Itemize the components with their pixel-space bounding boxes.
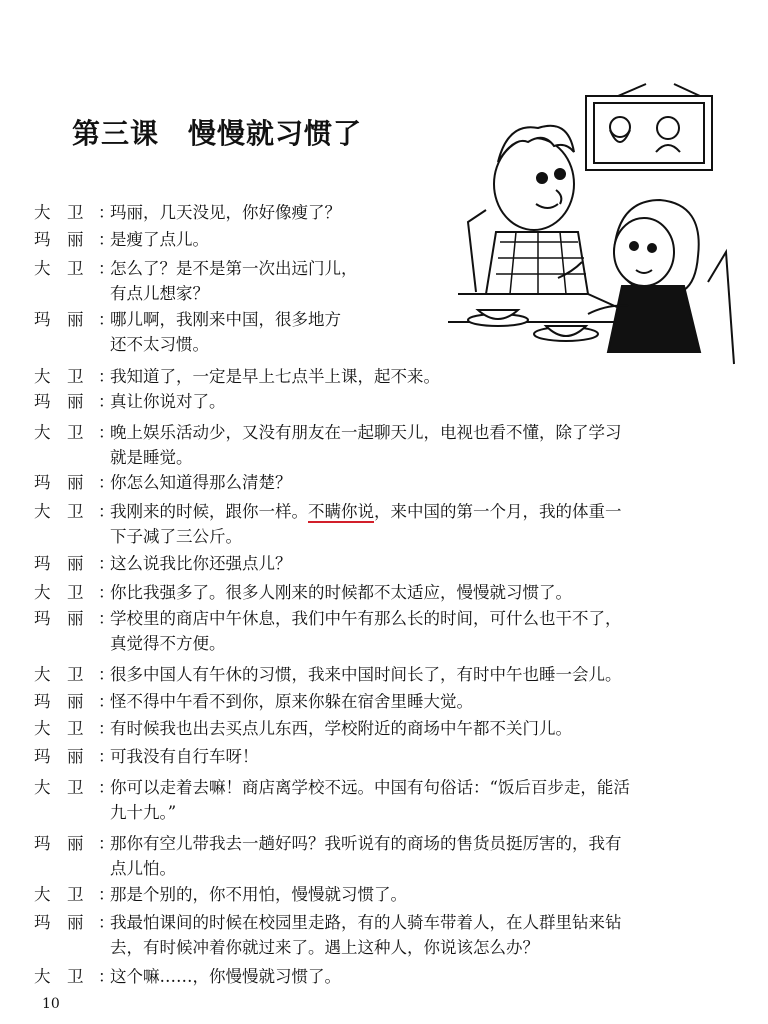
dialogue-text — [110, 499, 744, 524]
dialogue-text: 很多中国人有午休的习惯，我来中国时间长了，有时中午也睡一会儿。 — [110, 665, 622, 684]
underlined-phrase: 不瞒你说 — [308, 502, 374, 521]
dialogue-text: 你可以走着去嘛！商店离学校不远。中国有句俗话：“饭后百步走，能活 — [110, 778, 630, 797]
dialogue-turn — [34, 910, 744, 960]
dialogue-turn — [34, 775, 744, 825]
colon: ： — [98, 967, 115, 986]
speaker-name: 玛 丽 — [34, 609, 84, 628]
dialogue-text: 是瘦了点儿。 — [110, 230, 209, 249]
speaker-name: 大 卫 — [34, 259, 84, 278]
colon: ： — [98, 502, 115, 521]
speaker-name: 玛 丽 — [34, 392, 84, 411]
dialogue-text: 真觉得不方便。 — [110, 634, 226, 653]
speaker-name: 大 卫 — [34, 885, 84, 904]
colon: ： — [98, 259, 115, 278]
colon: ： — [98, 747, 115, 766]
dialogue-turn — [34, 831, 744, 881]
speaker-name: 玛 丽 — [34, 834, 84, 853]
speaker-name: 大 卫 — [34, 719, 84, 738]
colon: ： — [98, 692, 115, 711]
speaker-name: 玛 丽 — [34, 747, 84, 766]
speaker-name: 玛 丽 — [34, 692, 84, 711]
dialogue-turn — [34, 364, 744, 389]
page-number: 10 — [42, 996, 60, 1012]
colon: ： — [98, 609, 115, 628]
speaker-name: 玛 丽 — [34, 310, 84, 329]
dialogue-text: 去，有时候冲着你就过来了。遇上这种人，你说该怎么办？ — [110, 938, 539, 957]
dialogue-text: 还不太习惯。 — [110, 335, 209, 354]
dialogue-text: 真让你说对了。 — [110, 392, 226, 411]
speaker-name: 玛 丽 — [34, 230, 84, 249]
colon: ： — [98, 834, 115, 853]
speaker-name: 大 卫 — [34, 367, 84, 386]
speaker-name: 大 卫 — [34, 583, 84, 602]
colon: ： — [98, 230, 115, 249]
colon: ： — [98, 583, 115, 602]
dialogue-turn — [34, 200, 744, 225]
speaker-name: 大 卫 — [34, 665, 84, 684]
speaker-name: 大 卫 — [34, 423, 84, 442]
dialogue-turn — [34, 389, 744, 414]
colon: ： — [98, 665, 115, 684]
dialogue-turn — [34, 744, 744, 769]
colon: ： — [98, 310, 115, 329]
dialogue-turn — [34, 662, 744, 687]
dialogue-text: 哪儿啊，我刚来中国，很多地方 — [110, 310, 341, 329]
speaker-name: 大 卫 — [34, 967, 84, 986]
dialogue-turn — [34, 580, 744, 605]
dialogue-text: 点儿怕。 — [110, 859, 176, 878]
dialogue-turn — [34, 420, 744, 470]
dialogue-turn — [34, 882, 744, 907]
dialogue-text: 学校里的商店中午休息，我们中午有那么长的时间，可什么也干不了， — [110, 609, 622, 628]
dialogue-text: 下子减了三公斤。 — [110, 527, 242, 546]
dialogue-turn — [34, 964, 744, 989]
text-segment: 我刚来的时候，跟你一样。 — [110, 502, 308, 521]
speaker-name: 大 卫 — [34, 502, 84, 521]
dialogue-text: 怪不得中午看不到你，原来你躲在宿舍里睡大觉。 — [110, 692, 473, 711]
colon: ： — [98, 913, 115, 932]
colon: ： — [98, 778, 115, 797]
dialogue-text: 那是个别的，你不用怕，慢慢就习惯了。 — [110, 885, 407, 904]
colon: ： — [98, 423, 115, 442]
colon: ： — [98, 473, 115, 492]
colon: ： — [98, 392, 115, 411]
dialogue-text: 有时候我也出去买点儿东西，学校附近的商场中午都不关门儿。 — [110, 719, 572, 738]
speaker-name: 大 卫 — [34, 203, 84, 222]
dialogue-text: 有点儿想家？ — [110, 284, 209, 303]
dialogue-turn — [34, 499, 744, 549]
dialogue-turn — [34, 307, 744, 357]
dialogue-text: 玛丽，几天没见，你好像瘦了？ — [110, 203, 341, 222]
lesson-title: 第三课 慢慢就习惯了 — [72, 117, 363, 150]
dialogue-text: 可我没有自行车呀！ — [110, 747, 259, 766]
colon: ： — [98, 203, 115, 222]
dialogue-text: 这么说我比你还强点儿？ — [110, 554, 292, 573]
colon: ： — [98, 719, 115, 738]
dialogue-turn — [34, 227, 744, 252]
dialogue-turn — [34, 689, 744, 714]
dialogue-text: 就是睡觉。 — [110, 448, 193, 467]
dialogue-turn — [34, 470, 744, 495]
dialogue-text: 晚上娱乐活动少，又没有朋友在一起聊天儿，电视也看不懂，除了学习 — [110, 423, 622, 442]
dialogue-text: 我最怕课间的时候在校园里走路，有的人骑车带着人，在人群里钻来钻 — [110, 913, 622, 932]
dialogue-text: 怎么了？是不是第一次出远门儿， — [110, 259, 358, 278]
colon: ： — [98, 367, 115, 386]
dialogue-text: 那你有空儿带我去一趟好吗？我听说有的商场的售货员挺厉害的，我有 — [110, 834, 622, 853]
dialogue-text: 这个嘛……，你慢慢就习惯了。 — [110, 967, 341, 986]
text-segment: ，来中国的第一个月，我的体重一 — [374, 502, 622, 521]
dialogue-text: 九十九。” — [110, 803, 177, 822]
dialogue-turn — [34, 256, 744, 306]
speaker-name: 玛 丽 — [34, 554, 84, 573]
dialogue-text: 我知道了，一定是早上七点半上课，起不来。 — [110, 367, 440, 386]
colon: ： — [98, 885, 115, 904]
dialogue-text: 你比我强多了。很多人刚来的时候都不太适应，慢慢就习惯了。 — [110, 583, 572, 602]
dialogue-turn — [34, 716, 744, 741]
dialogue-turn — [34, 606, 744, 656]
colon: ： — [98, 554, 115, 573]
dialogue-turn — [34, 551, 744, 576]
speaker-name: 玛 丽 — [34, 913, 84, 932]
speaker-name: 大 卫 — [34, 778, 84, 797]
dialogue-text: 你怎么知道得那么清楚？ — [110, 473, 292, 492]
speaker-name: 玛 丽 — [34, 473, 84, 492]
